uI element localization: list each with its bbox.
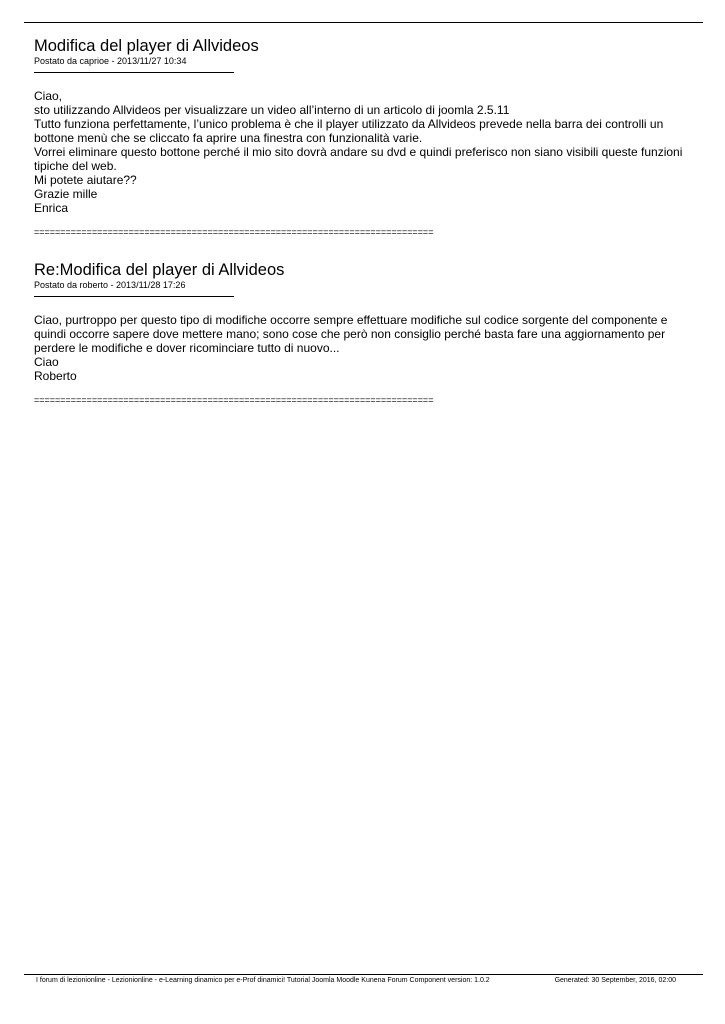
footer-site-name: I forum di lezionionline - Lezionionline - e-Learning dinamico per e-Prof dinamici! Tutorial Joomla Moodle	[36, 977, 360, 984]
meta-divider	[34, 296, 234, 297]
footer-rule	[24, 974, 703, 975]
thread	[34, 37, 684, 405]
footer-generated: Generated: 30 September, 2016, 02:00	[554, 977, 676, 984]
post-body-line: Roberto	[34, 369, 77, 383]
footer-component-version: Kunena Forum Component version: 1.0.2	[361, 977, 490, 984]
header-rule	[24, 22, 703, 23]
post-body	[34, 313, 684, 383]
post-separator: ============================================================================	[34, 395, 434, 405]
post-separator: ============================================================================	[34, 227, 434, 237]
post-body-line: sto utilizzando Allvideos per visualizzare un video all’interno di un articolo di joomla 2.5.11	[34, 103, 510, 117]
post-meta: Postato da roberto - 2013/11/28 17:26	[34, 280, 186, 290]
post-body-line: Tutto funziona perfettamente, l’unico problema è che il player utilizzato da Allvideos prevede nella barra dei controlli un bottone menù che se cliccato fa aprire una finestra con funzionalità varie.	[34, 117, 664, 145]
post-body-line: Ciao,	[34, 89, 63, 103]
post-body-line: Mi potete aiutare??	[34, 173, 137, 187]
post-body-line: Ciao	[34, 355, 59, 369]
footer-site-info	[36, 976, 490, 985]
post	[34, 37, 684, 237]
post-body-line: Ciao, purtroppo per questo tipo di modifiche occorre sempre effettuare modifiche sul codice sorgente del componente e quindi occorre sapere dove mettere mano; sono cose che però non consiglio perché basta fare una aggiornamento per perdere le modifiche e dover ricominciare tutto di nuovo...	[34, 313, 668, 355]
post-title: Re:Modifica del player di Allvideos	[34, 261, 285, 279]
post-title: Modifica del player di Allvideos	[34, 37, 259, 55]
post-body	[34, 89, 684, 215]
post-body-line: Grazie mille	[34, 187, 98, 201]
post-body-line: Enrica	[34, 201, 69, 215]
post-body-line: Vorrei eliminare questo bottone perché il mio sito dovrà andare su dvd e quindi preferisco non siano visibili queste funzioni tipiche del web.	[34, 145, 683, 173]
post	[34, 261, 684, 405]
post-meta: Postato da caprioe - 2013/11/27 10:34	[34, 56, 187, 66]
meta-divider	[34, 72, 234, 73]
